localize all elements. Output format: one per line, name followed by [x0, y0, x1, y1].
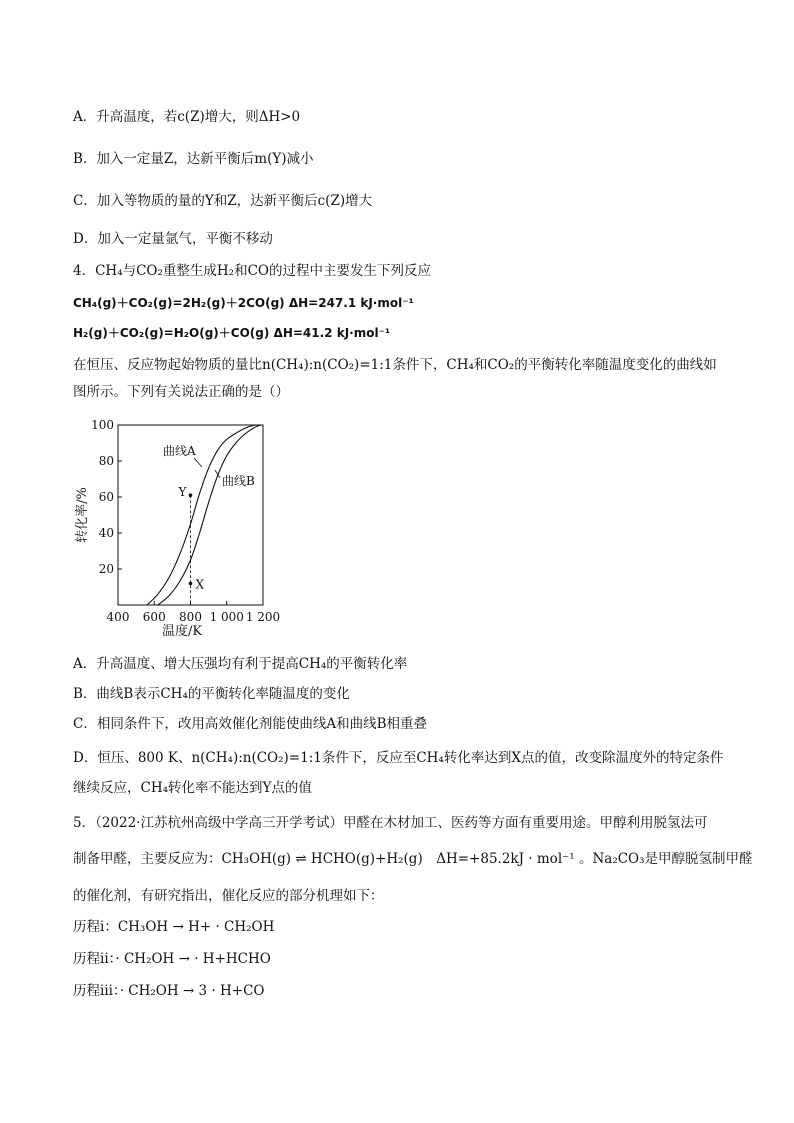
- option-q3-a: A．升高温度，若c(Z)增大，则ΔH>0: [73, 109, 301, 125]
- x-ticks: [107, 601, 281, 624]
- y-tick-label: 40: [98, 526, 114, 540]
- q5-stem-line-1: 5．（2022·江苏杭州高级中学高三开学考试）甲醛在木材加工、医药等方面有重要用途。甲醇利用脱氢法可: [73, 815, 708, 831]
- q5-stem-line-2: 制备甲醛，主要反应为：CH₃OH(g) ⇌ HCHO(g)+H₂(g) ΔH=+85.2kJ · mol⁻¹ 。Na₂CO₃是甲醇脱氢制甲醛: [73, 851, 753, 867]
- mechanism-step-2: 历程ⅱ：· CH₂OH → · H+HCHO: [73, 951, 271, 967]
- q4-condition: 在恒压、反应物起始物质的量比n(CH₄):n(CO₂)=1:1条件下，CH₄和CO₂的平衡转化率随温度变化的曲线如图所示。下列有关说法正确的是（）: [73, 357, 717, 400]
- q4-stem: 4．CH₄与CO₂重整生成H₂和CO的过程中主要发生下列反应: [73, 263, 431, 279]
- option-q3-c: C．加入等物质的量的Y和Z，达新平衡后c(Z)增大: [73, 193, 373, 209]
- q5-stem-line-3: 的催化剂，有研究指出，催化反应的部分机理如下：: [73, 888, 384, 904]
- series-labels: [163, 443, 255, 488]
- series-label-a: 曲线A: [163, 444, 196, 458]
- q4-reaction-1: CH₄(g)＋CO₂(g)=2H₂(g)＋2CO(g) ΔH=247.1 kJ·mol⁻¹: [73, 296, 414, 310]
- y-tick-label: 60: [98, 490, 114, 504]
- point-label-y: Y: [178, 485, 187, 500]
- series-label-a-leader: [194, 458, 202, 467]
- y-tick-label: 80: [98, 454, 114, 468]
- mechanism-step-1: 历程ⅰ：CH₃OH → H+ · CH₂OH: [73, 919, 275, 935]
- x-tick-label: 1 000: [209, 610, 244, 624]
- x-axis-label: 温度/K: [161, 624, 203, 639]
- y-tick-label: 20: [98, 562, 114, 576]
- y-ticks: [91, 418, 122, 576]
- series-label-b: 曲线B: [222, 474, 255, 488]
- x-tick-label: 600: [142, 610, 166, 624]
- y-tick-label: 100: [91, 418, 114, 432]
- mechanism-step-3: 历程ⅲ：· CH₂OH → 3 · H+CO: [73, 983, 265, 999]
- option-q4-d-line-2: 继续反应，CH₄转化率不能达到Y点的值: [73, 780, 312, 796]
- option-q4-a: A．升高温度、增大压强均有利于提高CH₄的平衡转化率: [73, 656, 408, 672]
- conversion-chart: [70, 410, 290, 645]
- x-tick-label: 400: [106, 610, 130, 624]
- point-x: [189, 582, 193, 586]
- point-y: [189, 493, 193, 497]
- x-tick-label: 800: [179, 610, 202, 624]
- option-q4-d-line-1: D．恒压、800 K、n(CH₄):n(CO₂)=1:1条件下，反应至CH₄转化率达到X点的值，改变除温度外的特定条件: [73, 750, 724, 766]
- option-q4-c: C．相同条件下，改用高效催化剂能使曲线A和曲线B相重叠: [73, 716, 427, 732]
- option-q4-b: B．曲线B表示CH₄的平衡转化率随温度的变化: [73, 686, 350, 702]
- q4-reaction-2: H₂(g)＋CO₂(g)=H₂O(g)＋CO(g) ΔH=41.2 kJ·mol⁻¹: [73, 326, 391, 340]
- option-q3-b: B．加入一定量Z，达新平衡后m(Y)减小: [73, 151, 314, 167]
- point-label-x: X: [195, 577, 205, 592]
- y-axis-label: 转化率/%: [75, 487, 90, 543]
- annotations: [178, 485, 205, 591]
- x-tick-label: 1 200: [245, 610, 281, 624]
- option-q3-d: D．加入一定量氩气，平衡不移动: [73, 231, 273, 247]
